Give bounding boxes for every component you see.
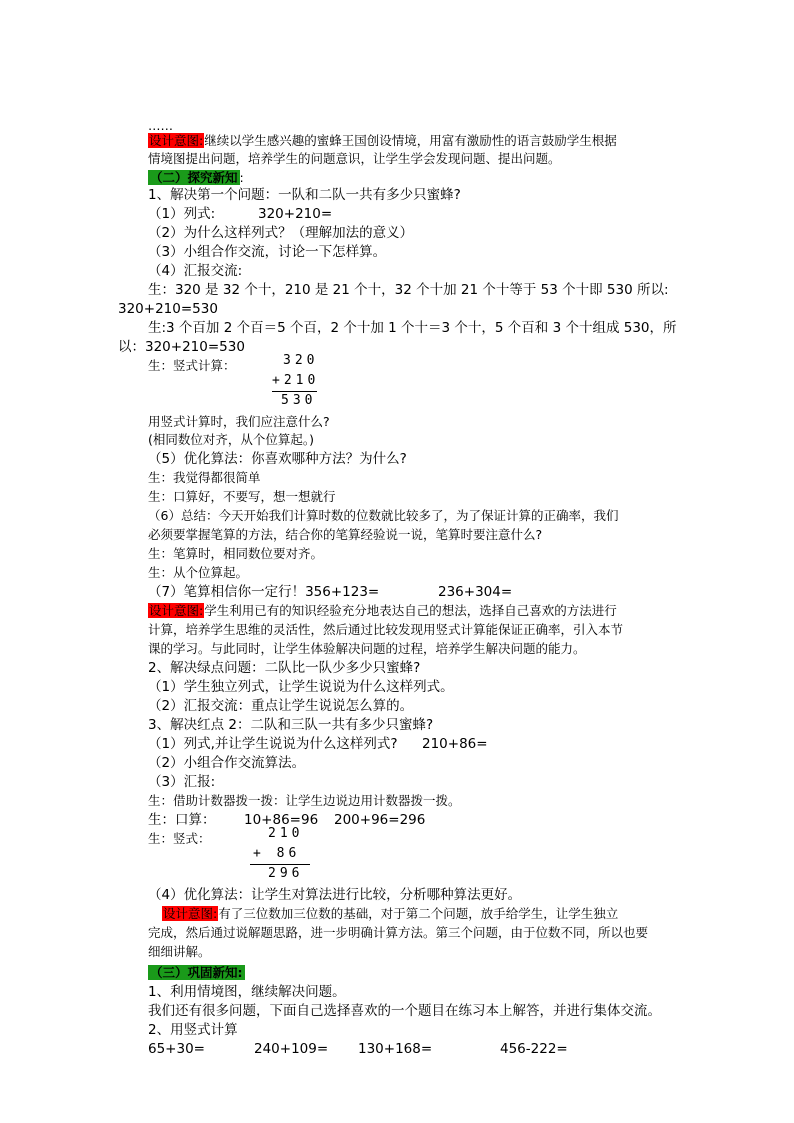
vertical-calc-addend: +210 [272, 373, 320, 388]
student-answer: 生：借助计数器拨一拨：让学生边说边用计数器拨一拨。 [148, 793, 461, 808]
section-tag: （二）探究新知 [150, 170, 238, 185]
problem-2: 2、解决绿点问题：二队比一队少多少只蜜蜂? [148, 660, 421, 676]
paragraph-line: 情境图提出问题，培养学生的问题意识，让学生学会发现问题、提出问题。 [148, 151, 561, 166]
paragraph-line: 我们还有很多问题，下面自己选择喜欢的一个题目在练习本上解答，并进行集体交流。 [148, 1003, 661, 1019]
step-1: （1）列式,并让学生说说为什么这样列式? 210+86= [148, 736, 488, 752]
paragraph-line: 细细讲解。 [148, 944, 211, 959]
step-6: （6）总结：今天开始我们计算时数的位数就比较多了，为了保证计算的正确率，我们 [148, 508, 619, 523]
vertical-calc-addend: + 86 [253, 846, 301, 861]
vertical-calc-rule [272, 391, 317, 392]
step-2: （2）为什么这样列式？（理解加法的意义） [148, 225, 414, 241]
student-answer: 生：320 是 32 个十，210 是 21 个十，32 个十加 21 个十等于 53 个十即 530 所以: [148, 282, 669, 298]
vertical-calc-result: 530 [281, 393, 317, 408]
exercise: 240+109= [254, 1041, 329, 1057]
problem-1: 1、解决第一个问题：一队和二队一共有多少只蜜蜂? [148, 187, 461, 203]
student-answer: 生：笔算时，相同数位要对齐。 [148, 546, 324, 561]
step-3: （3）汇报: [148, 774, 216, 790]
vertical-calc-label: 生：竖式： [148, 831, 211, 846]
exercise: 65+30= [148, 1041, 205, 1057]
design-intent-1: 设计意图:继续以学生感兴趣的蜜蜂王国创设情境，用富有激励性的语言鼓励学生根据 [149, 133, 617, 148]
paragraph-line: 计算，培养学生思维的灵活性，然后通过比较发现用竖式计算能保证正确率，引入本节 [148, 622, 624, 637]
student-answer-cont: 以：320+210=530 [118, 339, 245, 355]
equation: 320+210= [258, 206, 333, 222]
vertical-calc-top: 210 [268, 826, 304, 841]
vertical-calc-result: 296 [268, 866, 304, 881]
design-intent-tag: 设计意图: [149, 133, 204, 148]
step-2: （2）汇报交流：重点让学生说说怎么算的。 [148, 698, 414, 714]
student-answer: 生：从个位算起。 [148, 565, 249, 580]
vertical-calc-label: 生：竖式计算： [148, 358, 236, 373]
equation: 236+304= [438, 584, 513, 600]
step-3: （3）小组合作交流，讨论一下怎样算。 [148, 244, 387, 260]
exercise-row [148, 1040, 568, 1058]
practice-2: 2、用竖式计算 [148, 1022, 238, 1038]
step-4: （4）汇报交流: [148, 263, 243, 279]
student-answer-cont: 320+210=530 [118, 301, 218, 317]
paragraph-line: 必须要掌握笔算的方法，结合你的笔算经验说一说，笔算时要注意什么? [148, 527, 543, 542]
equation: 210+86= [422, 736, 488, 752]
section-heading-2: （二）探究新知 : [150, 170, 244, 185]
step-7: （7）笔算相信你一定行！356+123= 236+304= [148, 584, 513, 600]
paragraph-line: (相同数位对齐，从个位算起。) [148, 432, 315, 447]
paragraph-line: 课的学习。与此同时，让学生体验解决问题的过程，培养学生解决问题的能力。 [148, 641, 586, 656]
step-2: （2）小组合作交流算法。 [148, 755, 306, 771]
design-intent-tag: 设计意图: [163, 906, 218, 921]
step-4: （4）优化算法：让学生对算法进行比较，分析哪种算法更好。 [148, 887, 522, 903]
problem-3: 3、解决红点 2：二队和三队一共有多少只蜜蜂? [148, 717, 434, 733]
student-answer: 生:3 个百加 2 个百＝5 个百，2 个十加 1 个十＝3 个十，5 个百和 3 个十组成 530，所 [148, 320, 677, 336]
equation: 200+96=296 [334, 812, 426, 828]
paragraph-line: 用竖式计算时，我们应注意什么? [148, 414, 330, 429]
mental-calc: 生：口算： 10+86=96 200+96=296 [148, 812, 426, 828]
equation: 10+86=96 [244, 812, 319, 828]
vertical-calc-rule [250, 864, 310, 865]
step-1: （1）列式: 320+210= [148, 206, 333, 222]
practice-1: 1、利用情境图，继续解决问题。 [148, 984, 346, 1000]
section-tag: （三）巩固新知: [150, 965, 243, 980]
design-intent-2: 设计意图:学生利用已有的知识经验充分地表达自己的想法，选择自己喜欢的方法进行 [149, 603, 617, 618]
paragraph-line: 完成，然后通过说解题思路，进一步明确计算方法。第三个问题，由于位数不同，所以也要 [148, 925, 649, 940]
student-answer: 生：我觉得都很简单 [148, 470, 261, 485]
design-intent-3: 设计意图:有了三位数加三位数的基础，对于第二个问题，放手给学生，让学生独立 [163, 906, 619, 921]
student-answer: 生：口算好，不要写，想一想就行 [148, 489, 336, 504]
exercise: 130+168= [358, 1041, 433, 1057]
exercise: 456-222= [500, 1041, 568, 1057]
step-5: （5）优化算法：你喜欢哪种方法？为什么? [148, 451, 407, 467]
vertical-calc-top: 320 [283, 353, 319, 368]
section-heading-3 [148, 964, 245, 982]
design-intent-tag: 设计意图: [149, 603, 204, 618]
ellipsis: …… [148, 118, 173, 133]
step-1: （1）学生独立列式，让学生说说为什么这样列式。 [148, 679, 454, 695]
